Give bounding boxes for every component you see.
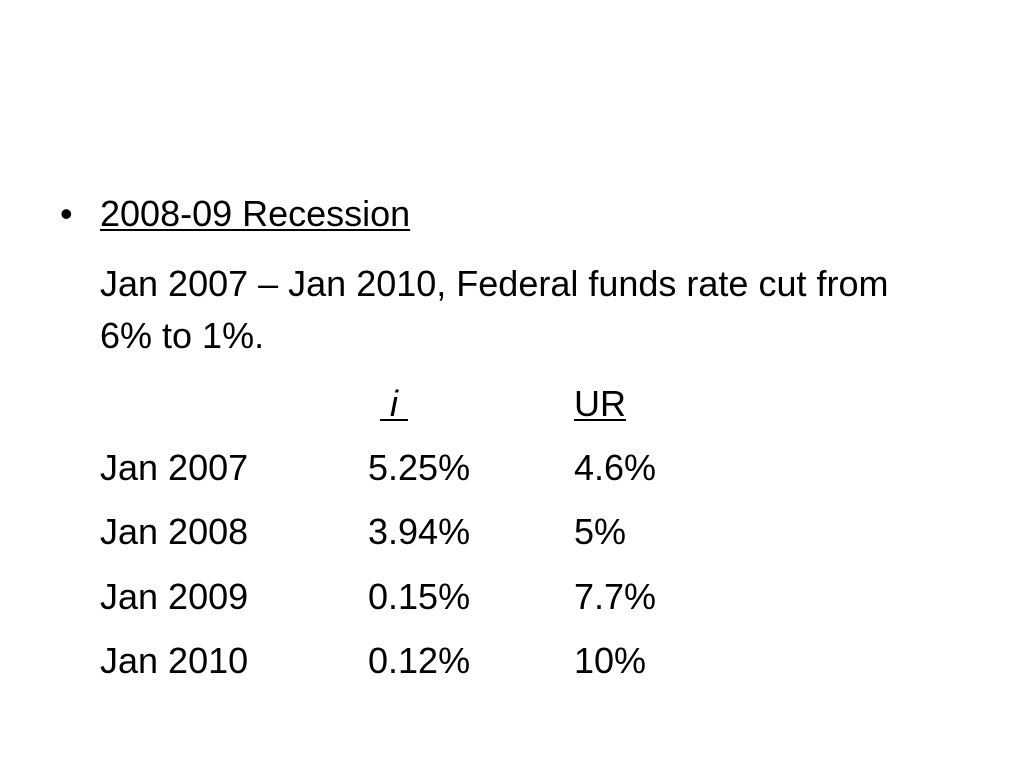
table-header-row [100,378,800,430]
table-row [100,635,800,687]
row-interest-rate: 5.25% [368,447,471,488]
row-interest-rate: 0.12% [368,640,471,681]
column-header-ur: UR [574,383,626,424]
row-date: Jan 2008 [100,511,249,552]
slide-heading: 2008-09 Recession [100,193,411,234]
table-row [100,442,800,494]
row-interest-rate: 3.94% [368,511,471,552]
row-date: Jan 2009 [100,576,249,617]
table-row [100,506,800,558]
row-unemployment-rate: 7.7% [574,576,657,617]
row-interest-rate: 0.15% [368,576,471,617]
column-header-i: i [380,383,409,424]
row-date: Jan 2007 [100,447,249,488]
table-row [100,571,800,623]
bullet-icon: • [60,193,73,234]
row-date: Jan 2010 [100,640,249,681]
row-unemployment-rate: 4.6% [574,447,657,488]
row-unemployment-rate: 5% [574,511,627,552]
body-paragraph: Jan 2007 – Jan 2010, Federal funds rate cut from 6% to 1%. [100,263,889,356]
row-unemployment-rate: 10% [574,640,647,681]
